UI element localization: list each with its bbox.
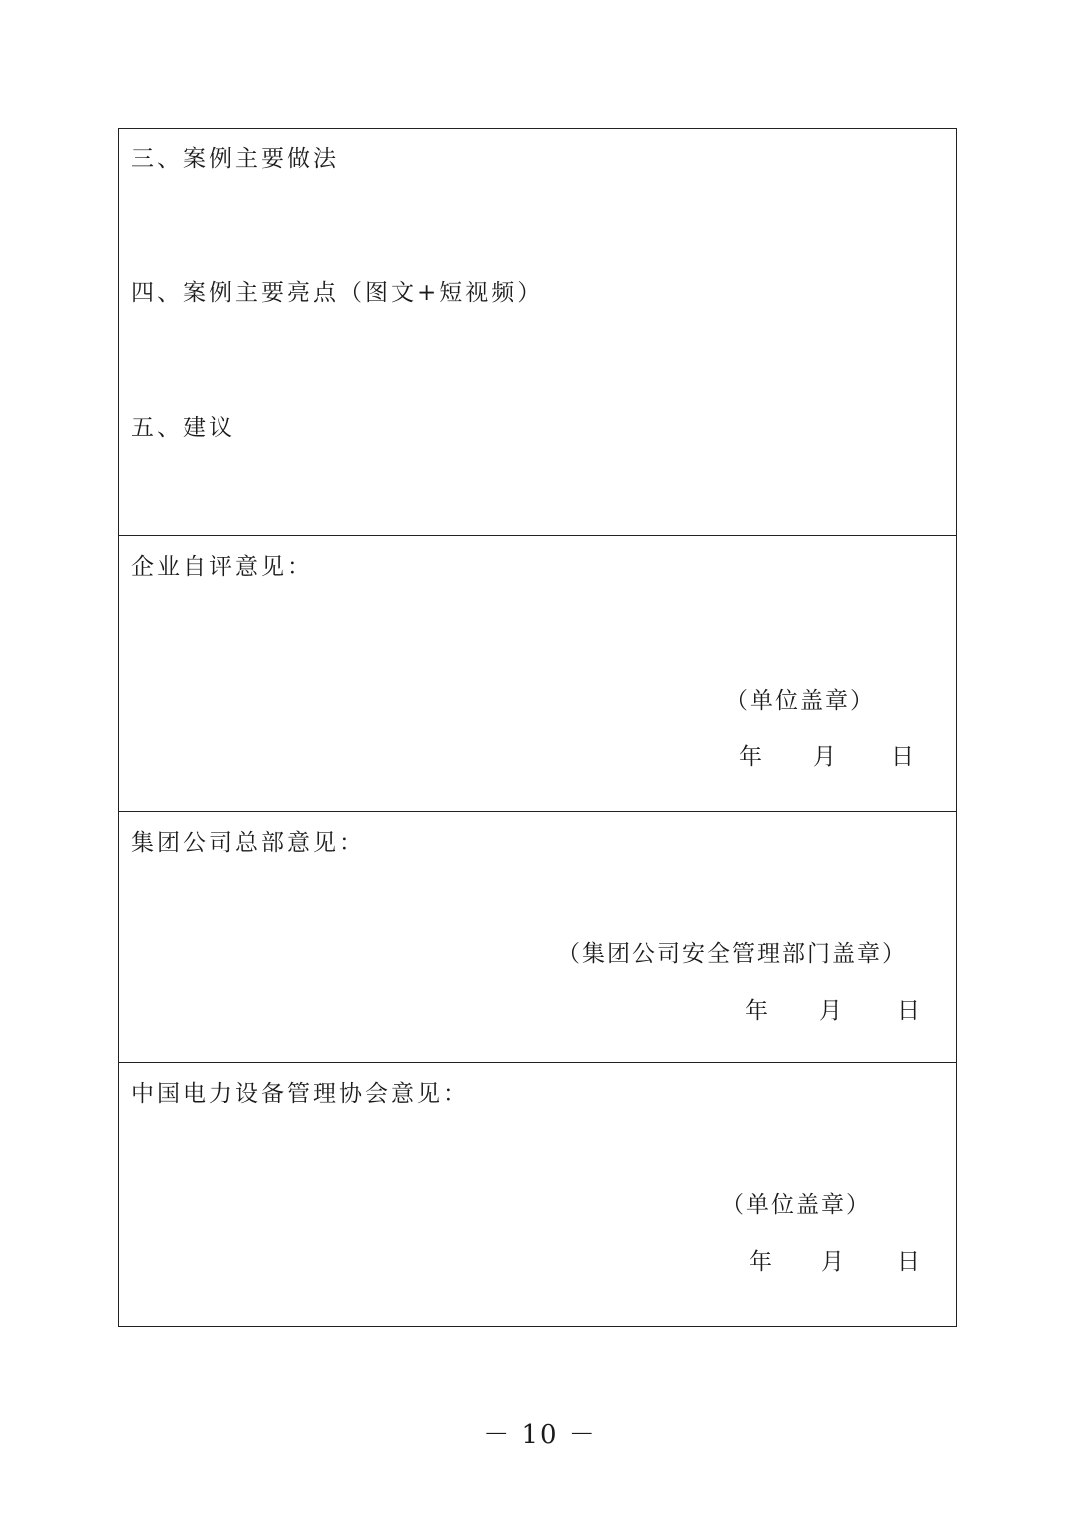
association-stamp-note: （单位盖章） xyxy=(721,1192,871,1218)
association-date-month: 月 xyxy=(821,1249,844,1275)
case-content-section xyxy=(119,129,956,535)
enterprise-opinion-label: 企业自评意见： xyxy=(131,554,313,580)
group-opinion-section xyxy=(119,811,956,1062)
enterprise-stamp-note: （单位盖章） xyxy=(725,688,875,714)
enterprise-date-year: 年 xyxy=(739,744,762,770)
group-date-year: 年 xyxy=(745,998,768,1024)
case-practices-heading: 三、案例主要做法 xyxy=(131,146,339,172)
group-stamp-note: （集团公司安全管理部门盖章） xyxy=(557,941,907,967)
association-opinion-section xyxy=(119,1062,956,1326)
enterprise-date-day: 日 xyxy=(891,744,914,770)
enterprise-opinion-section xyxy=(119,535,956,811)
association-opinion-label: 中国电力设备管理协会意见： xyxy=(131,1081,469,1107)
suggestions-heading: 五、建议 xyxy=(131,415,235,441)
association-date-day: 日 xyxy=(897,1249,920,1275)
page-number: － 10 － xyxy=(483,1420,597,1450)
group-date-day: 日 xyxy=(897,998,920,1024)
enterprise-date-month: 月 xyxy=(813,744,836,770)
association-date-year: 年 xyxy=(749,1249,772,1275)
application-form-table xyxy=(118,128,957,1327)
group-opinion-label: 集团公司总部意见： xyxy=(131,830,365,856)
group-date-month: 月 xyxy=(819,998,842,1024)
case-highlights-heading: 四、案例主要亮点（图文+短视频） xyxy=(131,280,544,306)
